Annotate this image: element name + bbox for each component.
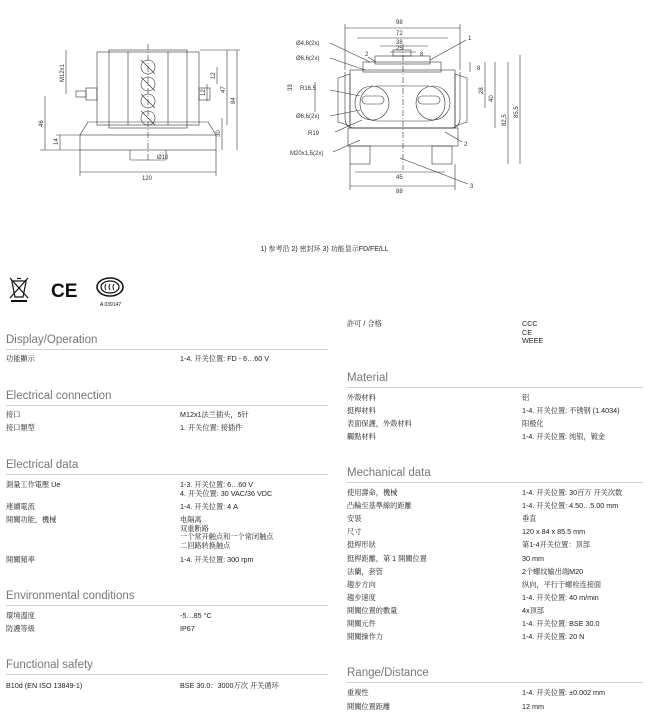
spec-value: 纵向，平行于螺栓连接面 — [522, 580, 602, 589]
dim-47: 47 — [221, 86, 227, 93]
dim-38: 38 — [396, 40, 403, 46]
cert-svg — [8, 276, 128, 310]
spec-label: 開關位置距離 — [347, 702, 391, 711]
spec-value: 1-4. 开关位置: 纯银，镀金 — [522, 432, 606, 441]
spec-label: 開關元件 — [347, 619, 376, 628]
dim-d48: Ø4,8(2x) — [296, 41, 320, 47]
spec-value: 1. 开关位置: 接插件 — [180, 423, 243, 432]
spec-label: 外殼材料 — [347, 393, 376, 402]
spec-label: 開關位置的數量 — [347, 606, 398, 615]
dim-855: 85,5 — [514, 106, 520, 118]
section-title-range: Range/Distance — [347, 667, 429, 679]
spec-label: 挺桿形狀 — [347, 540, 376, 549]
dim-120: 120 — [142, 176, 153, 182]
dim-m12: M12x1 — [60, 63, 66, 82]
spec-value: 1-3. 开关位置: 6…60 V 4. 开关位置: 30 VAC/36 VDC — [180, 480, 273, 498]
spec-value: 电隔离 双重断路 一个常开触点和一个常闭触点 二回路转换触点 — [180, 515, 274, 550]
spec-label: 測量工作電壓 Ue — [6, 480, 61, 489]
dim-72: 72 — [396, 31, 403, 37]
spec-label: 連續電流 — [6, 502, 35, 511]
spec-value: BSE 30.0：3000万次 开关循环 — [180, 681, 279, 690]
dim-825: 82,5 — [502, 114, 508, 126]
spec-label: 環境溫度 — [6, 611, 35, 620]
dim-30: 30 — [216, 130, 222, 137]
left-view — [40, 44, 240, 176]
spec-value: 1-4. 开关位置: 300 rpm — [180, 555, 254, 564]
spec-value: 1-4. 开关位置: 30百万 开关次数 — [522, 488, 623, 497]
spec-label: B10d (EN ISO 13849-1) — [6, 681, 83, 690]
technical-drawings — [0, 0, 649, 240]
spec-label: 趨步方向 — [347, 580, 376, 589]
spec-label: 挺桿距離，第 1 開關位置 — [347, 554, 427, 563]
section-title-display: Display/Operation — [6, 334, 98, 346]
spec-label: 挺桿材料 — [347, 406, 376, 415]
certification-icons — [8, 276, 128, 310]
dim-88: 88 — [396, 189, 403, 195]
dim-14: 14 — [54, 138, 60, 145]
spec-value: 1-4. 开关位置: 不锈钢 (1.4034) — [522, 406, 620, 415]
ccc-icon — [97, 278, 123, 308]
spec-label: 開關功能，機械 — [6, 515, 57, 524]
section-divider — [6, 474, 328, 475]
spec-label: 凸輪至基準線的距離 — [347, 501, 412, 510]
spec-value: M12x1法兰插头，5针 — [180, 410, 249, 419]
weee-icon — [10, 278, 28, 302]
spec-label: 許可 / 合格 — [347, 319, 382, 328]
spec-value: 12 mm — [522, 702, 544, 711]
section-divider — [6, 349, 328, 350]
spec-label: 開關操作力 — [347, 632, 383, 641]
spec-label: 開關頻率 — [6, 555, 35, 564]
section-title-mechanical: Mechanical data — [347, 467, 431, 479]
spec-value: 1-4. 开关位置: 40 m/min — [522, 593, 599, 602]
ccc-code: A 039147 — [100, 302, 122, 308]
dim-98: 98 — [396, 20, 403, 26]
dim-d66b: Ø6,6(2x) — [296, 114, 320, 120]
dim-h8: 8 — [477, 66, 481, 72]
section-divider — [6, 674, 328, 675]
right-view — [315, 24, 520, 190]
section-title-material: Material — [347, 372, 388, 384]
section-title-electrical-data: Electrical data — [6, 459, 79, 471]
dim-12a: 12 — [211, 72, 217, 79]
spec-value: IP67 — [180, 624, 195, 633]
spec-value: 1-4. 开关位置: ±0.002 mm — [522, 688, 606, 697]
dim-25: 25 — [396, 46, 403, 52]
callout-2a: 2 — [365, 52, 369, 58]
section-title-functional-safety: Functional safety — [6, 659, 93, 671]
dim-12b: 12 — [201, 89, 207, 96]
dim-r165: R16,5 — [300, 86, 317, 92]
spec-label: 趨步速度 — [347, 593, 376, 602]
spec-value: 30 mm — [522, 554, 544, 563]
dim-d66a: Ø6,6(2x) — [296, 56, 320, 62]
dimension-drawing-svg — [0, 0, 649, 240]
spec-label: 安裝 — [347, 514, 362, 523]
dim-28: 28 — [479, 87, 485, 94]
callout-2b: 2 — [464, 142, 468, 148]
spec-value: -5…85 °C — [180, 611, 212, 620]
section-divider — [6, 605, 328, 606]
spec-value: 1-4. 开关位置: 4 A — [180, 502, 238, 511]
spec-value: 2个螺纹输出端M20 — [522, 567, 584, 576]
spec-label: 使用壽命，機械 — [347, 488, 398, 497]
spec-label: 觸點材料 — [347, 432, 376, 441]
dim-45: 45 — [396, 175, 403, 181]
spec-value: 第1-4开关位置：顶部 — [522, 540, 590, 549]
ce-icon: CE — [51, 281, 78, 302]
dim-33: 33 — [288, 84, 294, 91]
spec-value: 阳极化 — [522, 419, 544, 428]
section-title-environment: Environmental conditions — [6, 590, 135, 602]
callout-1: 1 — [468, 36, 472, 42]
dim-d10: Ø10 — [157, 155, 169, 161]
spec-value: 120 x 84 x 85.5 mm — [522, 527, 586, 536]
section-divider — [347, 682, 643, 683]
spec-label: 功能顯示 — [6, 354, 35, 363]
spec-label: 防護等級 — [6, 624, 35, 633]
spec-label: 接口 — [6, 410, 21, 419]
spec-label: 法蘭，套管 — [347, 567, 383, 576]
drawing-legend: 1) 参考沿 2) 密封环 3) 功能显示FD/FE/LL — [260, 246, 389, 253]
spec-value: 1-4. 开关位置: 20 N — [522, 632, 585, 641]
section-divider — [347, 387, 643, 388]
dim-84: 84 — [231, 97, 237, 104]
section-divider — [347, 482, 643, 483]
section-title-electrical-connection: Electrical connection — [6, 390, 112, 402]
spec-label: 表面保護，外殼材料 — [347, 419, 412, 428]
spec-value: 垂直 — [522, 514, 537, 523]
dim-46: 46 — [39, 120, 45, 127]
spec-value: 1-4. 开关位置: BSE 30.0 — [522, 619, 600, 628]
spec-label: 接口類型 — [6, 423, 35, 432]
dim-m20: M20x1,5(2x) — [290, 151, 324, 157]
dim-40: 40 — [489, 95, 495, 102]
dim-8: 8 — [420, 52, 424, 58]
spec-label: 尺寸 — [347, 527, 362, 536]
callout-3: 3 — [470, 184, 474, 190]
dim-r19: R19 — [308, 131, 320, 137]
section-divider — [6, 405, 328, 406]
spec-label: 重複性 — [347, 688, 369, 697]
spec-value: CCC CE WEEE — [522, 319, 544, 346]
spec-value: 1-4. 开关位置: FD - 6…60 V — [180, 354, 270, 363]
spec-value: 铝 — [522, 393, 530, 402]
spec-value: 4x顶部 — [522, 606, 544, 615]
spec-value: 1-4. 开关位置: 4.50…5.00 mm — [522, 501, 619, 510]
